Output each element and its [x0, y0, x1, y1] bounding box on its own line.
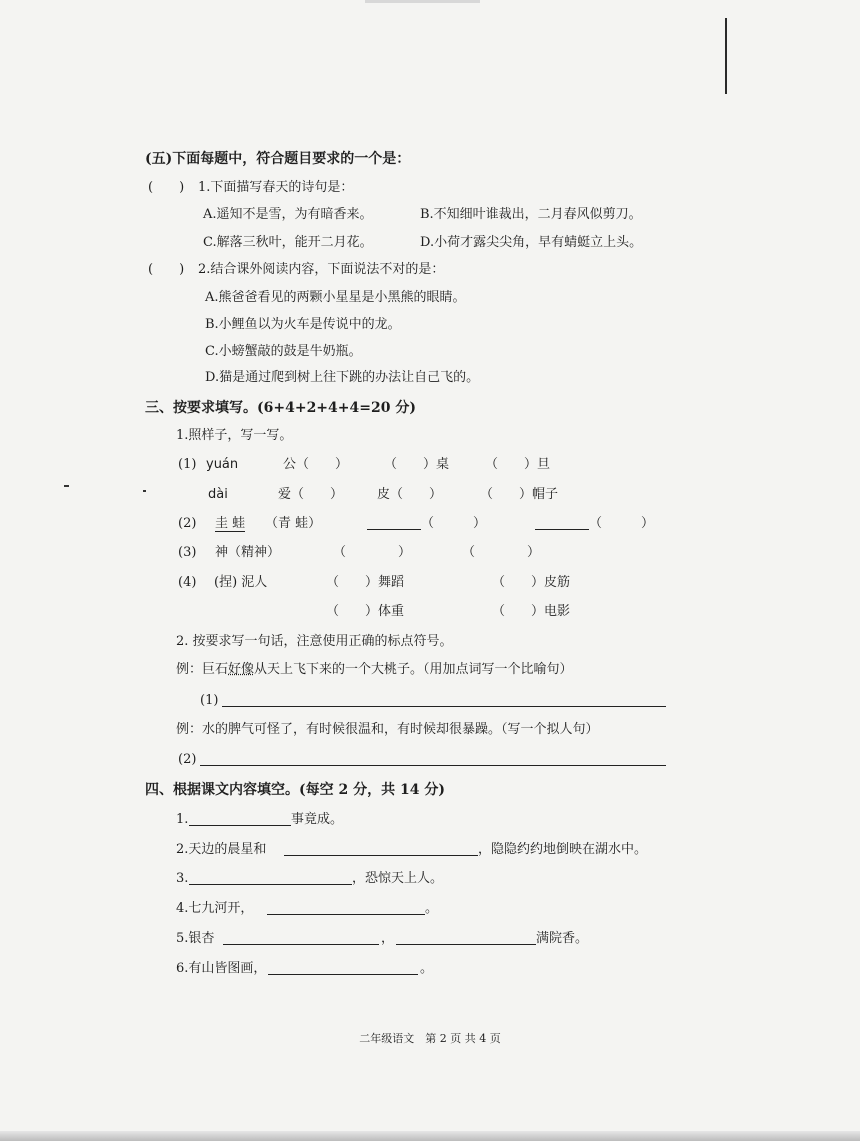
answer-2-label: (2) [178, 752, 197, 767]
fill-1-post: 事竟成。 [291, 812, 344, 827]
row4-number: (4) [178, 575, 197, 590]
section4-title: 四、根据课文内容填空。(每空 2 分，共 14 分) [145, 782, 445, 798]
fill-4-pre: 4.七九河开， [176, 901, 254, 916]
write-line-2[interactable] [535, 529, 589, 530]
example-1 [176, 662, 573, 678]
answer-1-line[interactable] [222, 706, 666, 707]
paren-blank-3[interactable]: （ ） [333, 545, 412, 560]
option-2d: D.猫是通过爬到树上往下跳的办法让自己飞的。 [205, 370, 480, 385]
fill-3-line[interactable] [189, 884, 352, 885]
sec3-q1-title: 1.照样子，写一写。 [176, 428, 293, 443]
example-hint: （青 蛙） [265, 516, 322, 531]
option-2c: C.小螃蟹敲的鼓是牛奶瓶。 [205, 344, 362, 359]
blank-gong[interactable]: 公（ ） [283, 457, 349, 472]
fill-6-post: 。 [420, 961, 434, 976]
fill-5-pre: 5.银杏 [176, 931, 215, 946]
example-word-text: 圭 蛙 [215, 516, 246, 531]
fill-1-pre: 1. [176, 812, 189, 827]
example-word [215, 516, 245, 532]
blank-pi[interactable]: 皮（ ） [377, 487, 443, 502]
paren-blank-2[interactable]: （ ） [589, 516, 655, 531]
scan-bottom-edge [0, 1131, 860, 1141]
fill-5-post: 满院香。 [536, 931, 589, 946]
answer-paren-q1[interactable]: ( ) [148, 180, 185, 195]
scan-edge-line [725, 18, 727, 94]
fill-5-line-1[interactable] [223, 944, 379, 945]
blank-zhuo[interactable]: （ ）桌 [384, 457, 450, 472]
answer-2-line[interactable] [200, 765, 666, 766]
blank-dan[interactable]: （ ）旦 [485, 457, 551, 472]
fill-2-line[interactable] [284, 855, 478, 856]
example-nie: (捏) 泥人 [214, 575, 268, 590]
scan-speck [143, 490, 146, 492]
fill-6-pre: 6.有山皆图画， [176, 961, 267, 976]
answer-1-label: (1) [200, 693, 219, 708]
example-2: 例：水的脾气可怪了，有时候很温和，有时候却很暴躁。（写一个拟人句） [176, 722, 599, 737]
fill-2-pre: 2.天边的晨星和 [176, 842, 267, 857]
scan-speck [64, 485, 69, 487]
option-1d: D.小荷才露尖尖角，早有蜻蜓立上头。 [420, 235, 643, 250]
option-1c: C.解落三秋叶，能开二月花。 [203, 235, 373, 250]
blank-dianying[interactable]: （ ）电影 [492, 604, 571, 619]
paren-blank-1[interactable]: （ ） [421, 516, 487, 531]
example-1-dotted-word: 好像 [228, 662, 255, 677]
blank-wudao[interactable]: （ ）舞蹈 [326, 575, 405, 590]
paren-blank-4[interactable]: （ ） [462, 545, 541, 560]
pinyin-yuan: yuán [206, 457, 239, 472]
question-1: 1.下面描写春天的诗句是： [198, 180, 354, 195]
example-shen: 神（精神） [215, 545, 281, 560]
blank-ai[interactable]: 爱（ ） [278, 487, 344, 502]
fill-4-line[interactable] [267, 914, 425, 915]
option-1b: B.不知细叶谁裁出，二月春风似剪刀。 [420, 207, 642, 222]
write-line-1[interactable] [367, 529, 421, 530]
example-1-rest: 从天上飞下来的一个大桃子。（用加点词写一个比喻句） [254, 662, 573, 677]
fill-1-line[interactable] [189, 825, 291, 826]
option-2a: A.熊爸爸看见的两颗小星星是小黑熊的眼睛。 [205, 290, 466, 305]
row1-number: (1) [178, 457, 197, 472]
row2-number: (2) [178, 516, 197, 531]
fill-5-line-2[interactable] [396, 944, 536, 945]
blank-pijin[interactable]: （ ）皮筋 [492, 575, 571, 590]
blank-maozi[interactable]: （ ）帽子 [480, 487, 559, 502]
fill-3-post: ，恐惊天上人。 [352, 871, 444, 886]
example-1-prefix: 例：巨石 [176, 662, 229, 677]
pinyin-dai: dài [208, 487, 228, 502]
option-2b: B.小鲤鱼以为火车是传说中的龙。 [205, 317, 401, 332]
option-1a: A.遥知不是雪，为有暗香来。 [203, 207, 373, 222]
row3-number: (3) [178, 545, 197, 560]
fill-4-post: 。 [425, 901, 439, 916]
answer-paren-q2[interactable]: ( ) [148, 262, 185, 277]
question-2: 2.结合课外阅读内容，下面说法不对的是： [198, 262, 445, 277]
scan-top-mark [365, 0, 480, 3]
sec3-q2-title: 2. 按要求写一句话，注意使用正确的标点符号。 [176, 634, 453, 649]
section5-title: (五)下面每题中，符合题目要求的一个是： [145, 151, 411, 167]
page-footer: 二年级语文 第 2 页 共 4 页 [359, 1032, 501, 1045]
blank-tizhong[interactable]: （ ）体重 [326, 604, 405, 619]
fill-5-mid: ， [381, 931, 395, 946]
fill-2-post: ，隐隐约约地倒映在湖水中。 [478, 842, 648, 857]
fill-6-line[interactable] [268, 974, 418, 975]
fill-3-pre: 3. [176, 871, 189, 886]
section3-title: 三、按要求填写。(6+4+2+4+4=20 分) [145, 400, 416, 416]
